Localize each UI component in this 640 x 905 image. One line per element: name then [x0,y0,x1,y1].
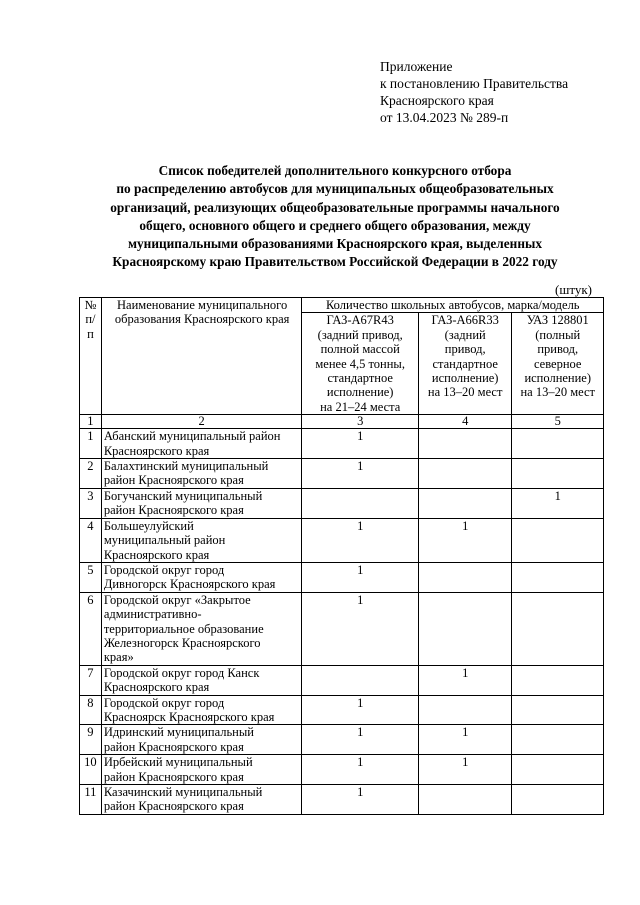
count-gaz-a66r33 [418,592,512,665]
row-number: 4 [80,518,102,562]
municipality-name-line: Красноярского края [103,547,210,562]
municipality-name-line: Идринский муниципальный [103,725,254,740]
count-gaz-a66r33 [418,459,512,489]
municipality-name-line: Городской округ город [103,562,225,577]
count-gaz-a66r33 [418,488,512,518]
count-gaz-a67r43: 1 [302,518,418,562]
municipality-name-line: Красноярского края [103,443,210,458]
column-number: 3 [302,415,418,429]
table-row [80,562,604,592]
count-gaz-a67r43: 1 [302,562,418,592]
count-uaz-128801 [512,755,604,785]
municipality-name-line: район Красноярского края [103,769,244,784]
count-gaz-a66r33: 1 [418,665,512,695]
appendix-region: Красноярского края [380,93,494,108]
header-municipality: Наименование муниципального образования Красноярского края [101,298,302,415]
count-uaz-128801 [512,592,604,665]
count-gaz-a66r33 [418,562,512,592]
municipality-name [101,562,302,592]
count-gaz-a66r33 [418,429,512,459]
count-uaz-128801 [512,695,604,725]
municipality-name-line: район Красноярского края [103,473,244,488]
title-line: Список победителей дополнительного конкурсного отбора [158,163,512,178]
header-gaz-a67r43: ГАЗ-А67R43 (задний привод, полной массой менее 4,5 тонны, стандартное исполнение) на 21–24 места [302,313,418,415]
count-gaz-a67r43: 1 [302,785,418,815]
appendix-reference [380,58,568,126]
municipality-name [101,429,302,459]
title-line: по распределению автобусов для муниципальных общеобразовательных [116,181,554,197]
count-gaz-a66r33 [418,785,512,815]
header-bus-group: Количество школьных автобусов, марка/модель [302,298,604,313]
municipality-name-line: административно- [103,607,202,622]
count-uaz-128801 [512,459,604,489]
count-gaz-a67r43: 1 [302,755,418,785]
table-row [80,725,604,755]
row-number: 7 [80,665,102,695]
row-number: 1 [80,429,102,459]
municipality-name [101,695,302,725]
count-uaz-128801: 1 [512,488,604,518]
municipality-name [101,518,302,562]
municipality-name-line: Городской округ город [103,695,225,710]
municipality-name [101,488,302,518]
column-numbers-row [80,415,604,429]
count-gaz-a67r43: 1 [302,592,418,665]
municipality-name-line: Богучанский муниципальный [103,488,263,503]
count-uaz-128801 [512,785,604,815]
count-gaz-a66r33 [418,695,512,725]
table-row [80,785,604,815]
municipality-name-line: Железногорск Красноярского [103,635,261,650]
title-line: муниципальными образованиями Красноярского края, выделенных [127,236,543,252]
municipality-name-line: район Красноярского края [103,739,244,754]
document-title [80,162,590,272]
table-row [80,518,604,562]
count-gaz-a67r43: 1 [302,695,418,725]
municipality-name-line: Казачинский муниципальный [103,785,263,799]
municipality-name-line: район Красноярского края [103,799,244,814]
row-number: 5 [80,562,102,592]
table-row [80,429,604,459]
header-number: № п/п [80,298,102,415]
municipality-name-line: Абанский муниципальный район [103,429,281,444]
row-number: 6 [80,592,102,665]
column-number: 1 [80,415,102,429]
table-row [80,695,604,725]
count-gaz-a67r43: 1 [302,725,418,755]
row-number: 2 [80,459,102,489]
winners-table [79,297,604,815]
count-uaz-128801 [512,429,604,459]
municipality-name-line: территориальное образование [103,621,264,636]
count-uaz-128801 [512,665,604,695]
count-gaz-a67r43 [302,665,418,695]
municipality-name-line: Красноярск Красноярского края [103,709,275,724]
count-uaz-128801 [512,518,604,562]
count-uaz-128801 [512,562,604,592]
municipality-name [101,459,302,489]
municipality-name [101,725,302,755]
count-gaz-a66r33: 1 [418,755,512,785]
title-line: общего, основного общего и среднего общего образования, между [139,217,531,233]
count-gaz-a67r43: 1 [302,459,418,489]
count-gaz-a67r43: 1 [302,429,418,459]
row-number: 3 [80,488,102,518]
row-number: 11 [80,785,102,815]
header-gaz-a66r33: ГАЗ-А66R33 (задний привод, стандартное исполнение) на 13–20 мест [418,313,512,415]
table-row [80,592,604,665]
appendix-label: Приложение [380,59,453,74]
count-uaz-128801 [512,725,604,755]
table-row [80,488,604,518]
count-gaz-a66r33: 1 [418,725,512,755]
row-number: 9 [80,725,102,755]
table-row [80,459,604,489]
column-number: 5 [512,415,604,429]
title-line: организаций, реализующих общеобразовательные программы начального [110,199,560,215]
municipality-name-line: Большеулуйский [103,518,194,533]
count-gaz-a67r43 [302,488,418,518]
table-row [80,755,604,785]
table-row [80,665,604,695]
header-uaz-128801: УАЗ 128801 (полный привод, северное исполнение) на 13–20 мест [512,313,604,415]
municipality-name-line: муниципальный район [103,533,226,548]
municipality-name [101,755,302,785]
municipality-name-line: Городской округ «Закрытое [103,592,251,607]
municipality-name-line: Ирбейский муниципальный [103,755,253,770]
count-gaz-a66r33: 1 [418,518,512,562]
municipality-name [101,665,302,695]
units-label: (штук) [555,282,592,297]
municipality-name [101,592,302,665]
municipality-name-line: края» [103,650,134,665]
appendix-decree: к постановлению Правительства [380,76,569,91]
row-number: 8 [80,695,102,725]
municipality-name-line: Красноярского края [103,680,210,695]
title-line: Красноярскому краю Правительством Российской Федерации в 2022 году [112,254,558,270]
row-number: 10 [80,755,102,785]
municipality-name [101,785,302,815]
appendix-date-number: от 13.04.2023 № 289-п [380,110,509,125]
column-number: 4 [418,415,512,429]
column-number: 2 [101,415,302,429]
municipality-name-line: Городской округ город Канск [103,665,260,680]
municipality-name-line: район Красноярского края [103,503,244,518]
municipality-name-line: Балахтинский муниципальный [103,459,269,474]
municipality-name-line: Дивногорск Красноярского края [103,577,276,592]
